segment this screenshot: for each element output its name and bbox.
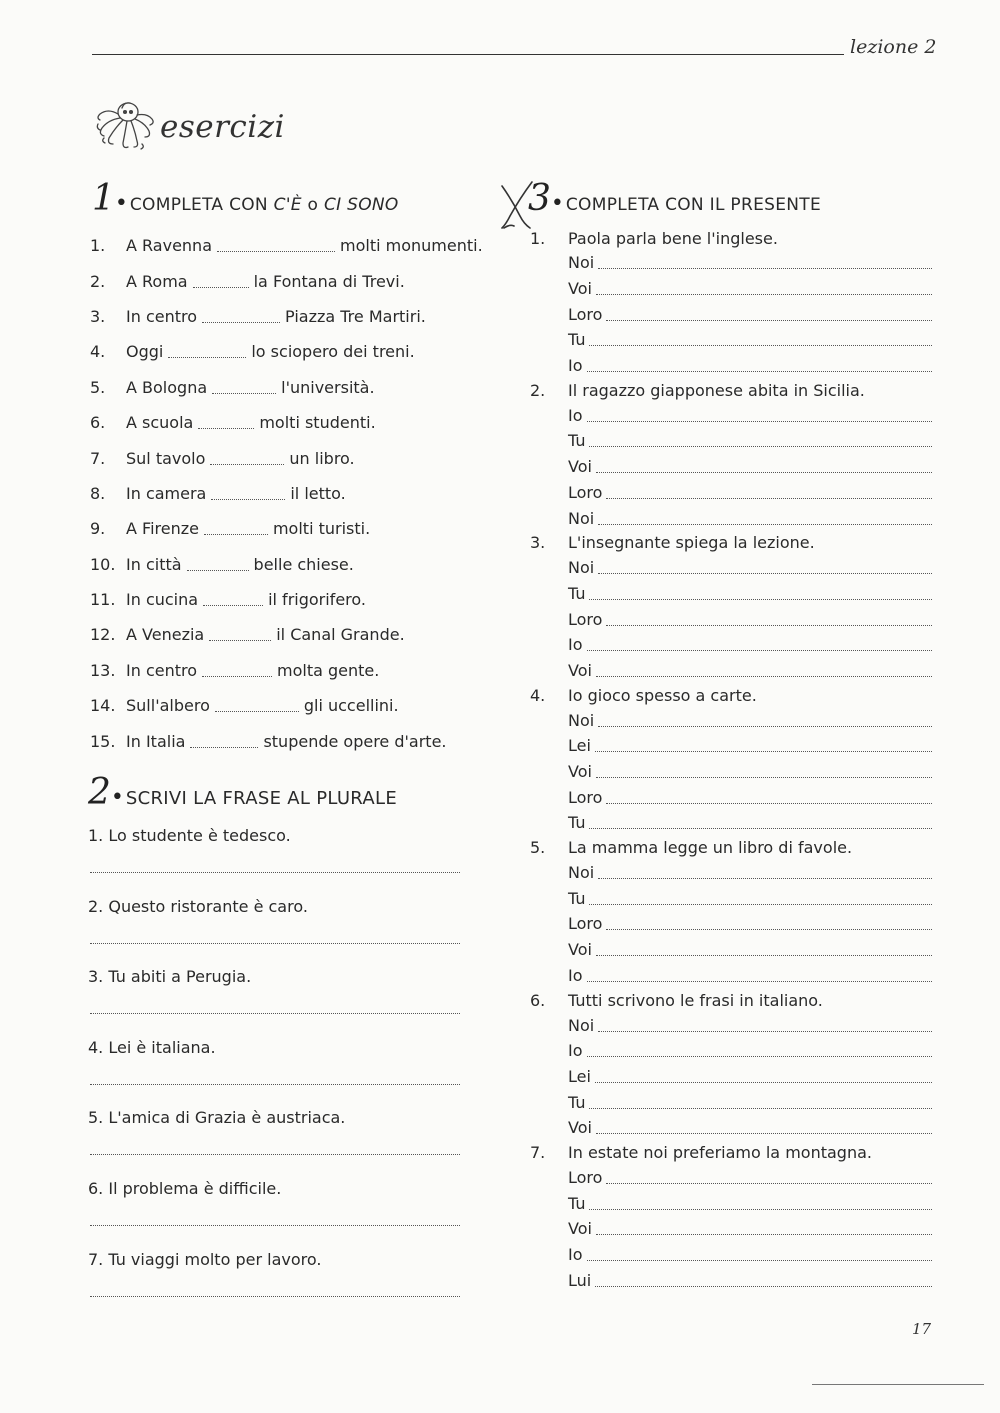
item-number: 2. xyxy=(90,271,106,291)
subject-label: Io xyxy=(568,965,583,985)
octopus-icon xyxy=(92,98,158,156)
answer-blank[interactable] xyxy=(589,816,932,829)
item-number: 3. xyxy=(530,533,546,553)
exercise3-item xyxy=(530,988,932,1140)
answer-blank[interactable] xyxy=(215,699,299,712)
subject-label: Voi xyxy=(568,1219,592,1239)
item-end: un libro. xyxy=(289,448,355,468)
lesson-label: lezione 2 xyxy=(850,36,937,58)
item-end: l'università. xyxy=(281,377,375,397)
exercise1-item xyxy=(90,688,490,723)
item-start: In centro xyxy=(126,306,198,326)
answer-blank[interactable] xyxy=(217,239,335,252)
answer-line[interactable] xyxy=(90,872,460,873)
answer-blank[interactable] xyxy=(596,1121,932,1134)
answer-blank[interactable] xyxy=(596,664,932,677)
answer-blank[interactable] xyxy=(596,460,932,473)
answer-blank[interactable] xyxy=(589,587,932,600)
item-number: 11. xyxy=(90,590,116,610)
item-end: stupende opere d'arte. xyxy=(263,731,447,751)
exercise1-bullet: • xyxy=(114,191,128,216)
answer-line[interactable] xyxy=(90,1013,460,1014)
answer-blank[interactable] xyxy=(589,1096,932,1109)
answer-blank[interactable] xyxy=(595,739,932,752)
exercise2-bullet: • xyxy=(110,785,124,810)
subject-label: Noi xyxy=(568,863,595,883)
answer-line[interactable] xyxy=(90,1296,460,1297)
answer-blank[interactable] xyxy=(598,1019,932,1032)
exercise1-title xyxy=(130,195,399,215)
subject-label: Voi xyxy=(568,1118,592,1138)
exercise1-item xyxy=(90,263,490,298)
subject-label: Noi xyxy=(568,508,595,528)
item-end: lo sciopero dei treni. xyxy=(251,342,415,362)
exercise2-sentence: 1. Lo studente è tedesco. xyxy=(88,826,291,845)
exercise3-sentence: In estate noi preferiamo la montagna. xyxy=(568,1143,872,1163)
subject-label: Voi xyxy=(568,762,592,782)
exercise1-item xyxy=(90,653,490,688)
subject-label: Tu xyxy=(568,813,586,833)
exercise3-sentence: L'insegnante spiega la lezione. xyxy=(568,533,815,553)
subject-label: Io xyxy=(568,405,583,425)
exercise2-item xyxy=(88,1246,460,1317)
exercise2-item xyxy=(88,963,460,1034)
answer-blank[interactable] xyxy=(598,866,932,879)
item-start: Oggi xyxy=(126,342,164,362)
exercise2-list xyxy=(88,822,460,1316)
answer-line[interactable] xyxy=(90,1084,460,1085)
exercise2-sentence: 2. Questo ristorante è caro. xyxy=(88,896,308,916)
item-number: 6. xyxy=(530,990,546,1010)
answer-blank[interactable] xyxy=(589,333,932,346)
subject-label: Io xyxy=(568,356,583,376)
exercise2-item xyxy=(88,893,460,964)
exercise1-item xyxy=(90,228,490,263)
answer-blank[interactable] xyxy=(209,628,271,641)
exercise1-number: 1 xyxy=(92,178,115,219)
answer-blank[interactable] xyxy=(204,522,268,535)
exercise2-sentence: 5. L'amica di Grazia è austriaca. xyxy=(88,1108,346,1128)
answer-blank[interactable] xyxy=(168,345,246,358)
item-start: A Firenze xyxy=(126,519,199,539)
exercise1-item xyxy=(90,511,490,546)
answer-blank[interactable] xyxy=(198,416,254,429)
answer-blank[interactable] xyxy=(202,310,280,323)
item-end: molta gente. xyxy=(277,660,380,680)
exercise3-item xyxy=(530,1141,932,1293)
exercise2-title: SCRIVI LA FRASE AL PLURALE xyxy=(125,788,398,809)
exercise1-header xyxy=(92,178,399,219)
item-start: In camera xyxy=(126,483,207,503)
answer-blank[interactable] xyxy=(598,561,932,574)
exercise3-number: 3 xyxy=(528,178,551,219)
answer-line[interactable] xyxy=(90,943,460,944)
subject-label: Lei xyxy=(568,736,591,756)
subject-label: Loro xyxy=(568,1167,603,1187)
answer-blank[interactable] xyxy=(589,434,932,447)
answer-line[interactable] xyxy=(90,1154,460,1155)
item-number: 7. xyxy=(90,448,106,468)
exercise2-sentence: 7. Tu viaggi molto per lavoro. xyxy=(88,1249,322,1269)
exercise1-item xyxy=(90,547,490,582)
item-number: 7. xyxy=(530,1143,546,1163)
exercise3-list xyxy=(530,226,932,1293)
exercise1-item xyxy=(90,299,490,334)
item-start: In Italia xyxy=(126,731,186,751)
answer-blank[interactable] xyxy=(606,308,932,321)
item-number: 14. xyxy=(90,696,116,716)
exercise1-list xyxy=(90,228,490,759)
item-number: 5. xyxy=(90,377,106,397)
item-end: il Canal Grande. xyxy=(276,625,405,645)
answer-blank[interactable] xyxy=(190,735,258,748)
subject-label: Tu xyxy=(568,888,586,908)
answer-blank[interactable] xyxy=(606,917,932,930)
exercise1-item xyxy=(90,582,490,617)
item-start: In cucina xyxy=(126,590,199,610)
exercise2-sentence: 6. Il problema è difficile. xyxy=(88,1178,282,1198)
section-title: esercizi xyxy=(160,109,285,145)
subject-label: Voi xyxy=(568,279,592,299)
exercise3-sentence: Io gioco spesso a carte. xyxy=(568,685,757,705)
subject-label: Noi xyxy=(568,710,595,730)
answer-blank[interactable] xyxy=(589,892,932,905)
item-start: Sul tavolo xyxy=(126,448,206,468)
answer-blank[interactable] xyxy=(211,487,285,500)
answer-blank[interactable] xyxy=(596,765,932,778)
exercise1-option2: CI SONO xyxy=(323,195,399,215)
item-number: 13. xyxy=(90,660,116,680)
item-end: il letto. xyxy=(290,483,346,503)
item-end: il frigorifero. xyxy=(268,590,366,610)
exercise3-item xyxy=(530,836,932,988)
subject-label: Tu xyxy=(568,1092,586,1112)
answer-blank[interactable] xyxy=(587,409,932,422)
subject-label: Loro xyxy=(568,787,603,807)
exercise1-option1: C'È xyxy=(273,195,302,215)
item-end: la Fontana di Trevi. xyxy=(253,271,405,291)
item-start: In città xyxy=(126,554,182,574)
item-end: molti monumenti. xyxy=(340,236,483,256)
section-header xyxy=(92,98,285,156)
answer-blank[interactable] xyxy=(606,613,932,626)
item-start: A Bologna xyxy=(126,377,208,397)
answer-blank[interactable] xyxy=(606,791,932,804)
subject-label: Io xyxy=(568,635,583,655)
exercise2-item xyxy=(88,1034,460,1105)
item-start: In centro xyxy=(126,660,198,680)
item-number: 1. xyxy=(530,228,546,248)
exercise1-item xyxy=(90,440,490,475)
item-end: molti studenti. xyxy=(259,413,376,433)
answer-blank[interactable] xyxy=(606,486,932,499)
item-number: 9. xyxy=(90,519,106,539)
answer-line[interactable] xyxy=(90,1225,460,1226)
exercise3-item xyxy=(530,683,932,835)
exercise1-item xyxy=(90,334,490,369)
answer-blank[interactable] xyxy=(587,1044,932,1057)
answer-blank[interactable] xyxy=(212,381,276,394)
exercise2-item xyxy=(88,1175,460,1246)
exercise3-item xyxy=(530,531,932,683)
exercise2-sentence: 4. Lei è italiana. xyxy=(88,1037,216,1057)
exercise3-sentence: Il ragazzo giapponese abita in Sicilia. xyxy=(568,380,865,400)
answer-blank[interactable] xyxy=(595,1070,932,1083)
answer-blank[interactable] xyxy=(587,969,932,982)
subject-label: Loro xyxy=(568,304,603,324)
exercise3-sentence: La mamma legge un libro di favole. xyxy=(568,838,853,858)
exercise1-item xyxy=(90,617,490,652)
answer-blank[interactable] xyxy=(595,1274,932,1287)
item-number: 8. xyxy=(90,483,106,503)
subject-label: Noi xyxy=(568,558,595,578)
subject-label: Lui xyxy=(568,1270,592,1290)
exercise2-item xyxy=(88,1104,460,1175)
item-start: A Ravenna xyxy=(126,236,212,256)
item-number: 10. xyxy=(90,554,116,574)
subject-label: Loro xyxy=(568,482,603,502)
item-number: 4. xyxy=(90,342,106,362)
answer-blank[interactable] xyxy=(203,593,263,606)
subject-label: Tu xyxy=(568,330,586,350)
subject-label: Lei xyxy=(568,1066,591,1086)
footer-rule xyxy=(812,1384,984,1385)
page-number: 17 xyxy=(912,1320,932,1338)
item-start: A scuola xyxy=(126,413,194,433)
exercise2-header xyxy=(88,772,397,813)
exercise2-sentence: 3. Tu abiti a Perugia. xyxy=(88,967,252,987)
item-start: A Venezia xyxy=(126,625,205,645)
exercise2-item xyxy=(88,822,460,893)
item-end: belle chiese. xyxy=(253,554,354,574)
subject-label: Loro xyxy=(568,609,603,629)
exercise3-item xyxy=(530,378,932,530)
subject-label: Voi xyxy=(568,457,592,477)
subject-label: Io xyxy=(568,1245,583,1265)
item-number: 4. xyxy=(530,685,546,705)
item-number: 12. xyxy=(90,625,116,645)
item-number: 6. xyxy=(90,413,106,433)
subject-label: Loro xyxy=(568,914,603,934)
subject-label: Voi xyxy=(568,940,592,960)
subject-label: Voi xyxy=(568,660,592,680)
subject-label: Tu xyxy=(568,1193,586,1213)
answer-blank[interactable] xyxy=(202,664,272,677)
exercise3-header xyxy=(528,178,821,219)
answer-blank[interactable] xyxy=(193,275,249,288)
exercise3-sentence: Tutti scrivono le frasi in italiano. xyxy=(568,990,823,1010)
exercise1-or: o xyxy=(301,195,324,215)
exercise1-item xyxy=(90,405,490,440)
item-end: molti turisti. xyxy=(272,519,371,539)
exercise3-bullet: • xyxy=(550,191,564,216)
answer-blank[interactable] xyxy=(598,256,932,269)
item-end: gli uccellini. xyxy=(303,696,399,716)
answer-blank[interactable] xyxy=(210,452,284,465)
item-number: 15. xyxy=(90,731,116,751)
exercise1-item xyxy=(90,723,490,758)
answer-blank[interactable] xyxy=(596,1222,932,1235)
item-number: 5. xyxy=(530,838,546,858)
header-rule xyxy=(92,54,844,55)
item-number: 1. xyxy=(90,236,106,256)
item-start: A Roma xyxy=(126,271,188,291)
subject-label: Tu xyxy=(568,431,586,451)
answer-blank[interactable] xyxy=(587,1248,932,1261)
answer-blank[interactable] xyxy=(587,638,932,651)
item-end: Piazza Tre Martiri. xyxy=(285,306,426,326)
item-number: 2. xyxy=(530,380,546,400)
answer-blank[interactable] xyxy=(589,1197,932,1210)
item-start: Sull'albero xyxy=(126,696,210,716)
exercise3-title: COMPLETA CON IL PRESENTE xyxy=(565,195,822,215)
exercise3-item xyxy=(530,226,932,378)
exercise1-title-text: COMPLETA CON xyxy=(129,195,274,215)
answer-blank[interactable] xyxy=(587,359,932,372)
subject-label: Io xyxy=(568,1041,583,1061)
exercise1-item xyxy=(90,476,490,511)
answer-blank[interactable] xyxy=(596,282,932,295)
answer-blank[interactable] xyxy=(596,943,932,956)
answer-blank[interactable] xyxy=(606,1171,932,1184)
item-number: 3. xyxy=(90,306,106,326)
exercise2-number: 2 xyxy=(88,772,111,813)
subject-label: Tu xyxy=(568,583,586,603)
answer-blank[interactable] xyxy=(187,558,249,571)
exercise3-sentence: Paola parla bene l'inglese. xyxy=(568,228,778,248)
answer-blank[interactable] xyxy=(598,512,932,525)
subject-label: Noi xyxy=(568,1015,595,1035)
exercise1-item xyxy=(90,370,490,405)
subject-label: Noi xyxy=(568,253,595,273)
answer-blank[interactable] xyxy=(598,714,932,727)
